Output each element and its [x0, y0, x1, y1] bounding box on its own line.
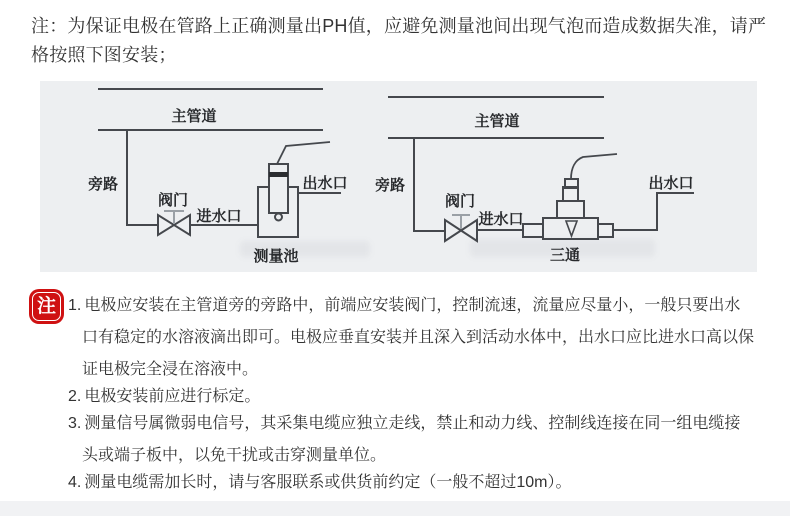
- left-electrode-band: [269, 172, 288, 177]
- left-main-pipe-label: 主管道: [171, 108, 217, 125]
- left-electrode-cable: [277, 142, 330, 164]
- note-text: 测量信号属微弱电信号，其采集电缆应独立走线，禁止和动力线、控制线连接在同一组电缆接头或端子板中，以免干扰或击穿测量单位。: [82, 415, 741, 464]
- left-valve-label: 阀门: [157, 192, 189, 209]
- list-item: [68, 408, 756, 472]
- right-outlet-label: 出水口: [648, 175, 694, 192]
- tee-label: 三通: [549, 247, 581, 264]
- right-bypass-line: [414, 138, 445, 231]
- note-text: 电极安装前应进行标定。: [84, 388, 261, 405]
- note-number: 2.: [68, 388, 82, 405]
- right-main-pipe-label: 主管道: [474, 113, 520, 130]
- left-bypass-label: 旁路: [87, 176, 119, 193]
- left-outlet-label: 出水口: [302, 175, 348, 192]
- right-bypass-label: 旁路: [374, 177, 406, 194]
- right-inlet-label: 进水口: [478, 211, 524, 228]
- installation-notes-list: [68, 290, 756, 499]
- left-electrode-icon: [269, 164, 288, 213]
- note-text: 电极应安装在主管道旁的旁路中，前端应安装阀门，控制流速，流量应尽量小，一般只要出水口有稳定的水溶液滴出即可。电极应垂直安装并且深入到活动水体中，出水口应比进水口高以保证电极完全浸在溶液中。: [82, 297, 755, 378]
- right-outlet-line: [613, 193, 694, 230]
- note-number: 3.: [68, 415, 82, 432]
- left-inlet-label: 进水口: [196, 208, 242, 225]
- electrode-mount-block: [557, 201, 584, 218]
- note-badge-label: 注: [32, 292, 61, 321]
- list-item: [68, 467, 756, 499]
- electrode-mount-column: [563, 187, 578, 201]
- list-item: [68, 290, 756, 386]
- left-bypass-line: [127, 130, 158, 225]
- note-text: 测量电缆需加长时，请与客服联系或供货前约定（一般不超过10m）。: [84, 474, 572, 491]
- tee-right-nipple: [598, 224, 613, 237]
- right-electrode-tip: [566, 221, 577, 236]
- right-valve-label: 阀门: [444, 193, 476, 210]
- tee-left-nipple: [523, 224, 543, 237]
- left-valve-handle-icon: [164, 211, 184, 224]
- note-badge: [29, 289, 64, 324]
- top-note-text: 注：为保证电极在管路上正确测量出PH值，应避免测量池间出现气泡而造成数据失准，请严格按照下图安装；: [31, 16, 767, 65]
- right-electrode-cable: [571, 154, 617, 179]
- right-diagram-labels: [375, 112, 694, 264]
- note-number: 1.: [68, 297, 82, 314]
- left-vessel-label: 测量池: [253, 248, 299, 265]
- bottom-section-divider: [0, 501, 790, 516]
- right-diagram: [388, 97, 694, 241]
- left-electrode-tip: [275, 214, 282, 221]
- note-number: 4.: [68, 474, 82, 491]
